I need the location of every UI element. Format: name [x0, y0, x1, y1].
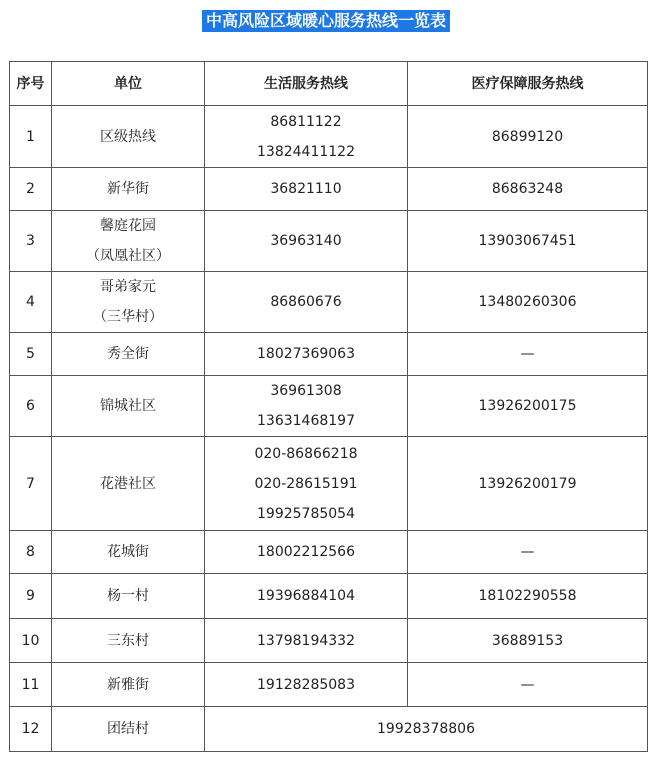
table-row	[10, 106, 648, 168]
table-row	[10, 272, 648, 333]
table-row	[10, 619, 648, 663]
cell-life-hotline	[205, 437, 408, 531]
cell-medical-hotline-line: —	[520, 346, 535, 362]
cell-life-hotline-line: 13798194332	[257, 632, 355, 649]
cell-unit	[52, 376, 205, 437]
cell-life-hotline	[205, 168, 408, 211]
cell-no-line: 10	[21, 632, 40, 649]
cell-life-hotline-line: 19128285083	[257, 676, 355, 693]
cell-medical-hotline-line: 18102290558	[478, 588, 577, 604]
cell-unit-line: （凤凰社区）	[86, 248, 170, 264]
cell-life-hotline	[205, 574, 408, 619]
cell-no	[10, 531, 52, 574]
table-row	[10, 531, 648, 574]
cell-no-line: 3	[26, 233, 35, 249]
cell-unit	[52, 574, 205, 619]
cell-medical-hotline	[408, 106, 648, 168]
cell-life-hotline	[205, 376, 408, 437]
cell-unit	[52, 619, 205, 663]
cell-medical-hotline	[408, 211, 648, 272]
cell-life-hotline	[205, 333, 408, 376]
cell-unit	[52, 211, 205, 272]
cell-unit	[52, 333, 205, 376]
cell-medical-hotline-line: 13480260306	[478, 294, 577, 310]
cell-medical-hotline-line: 13903067451	[478, 233, 577, 249]
cell-no	[10, 663, 52, 707]
cell-no	[10, 211, 52, 272]
cell-medical-hotline	[408, 574, 648, 619]
cell-life-hotline-line: 36961308	[270, 383, 342, 399]
cell-unit-line: （三华村）	[93, 309, 163, 325]
cell-no-line: 9	[26, 588, 35, 604]
cell-medical-hotline	[408, 272, 648, 333]
header-unit: 单位	[52, 62, 205, 106]
cell-no-line: 12	[21, 721, 40, 737]
cell-no-line: 6	[26, 398, 35, 414]
cell-life-hotline-line: 86860676	[270, 294, 342, 310]
hotline-table	[9, 61, 648, 752]
cell-no	[10, 574, 52, 619]
cell-unit-line: 哥弟家元	[100, 279, 156, 295]
cell-medical-hotline-line: —	[520, 676, 535, 693]
cell-no-line: 2	[26, 181, 35, 197]
table-row	[10, 707, 648, 752]
cell-unit-line: 三东村	[107, 632, 149, 649]
cell-unit	[52, 272, 205, 333]
header-row	[10, 62, 648, 106]
cell-life-hotline-line: 020-86866218	[254, 445, 358, 462]
cell-unit-line: 馨庭花园	[100, 218, 156, 234]
cell-life-hotline-line: 86811122	[270, 113, 342, 130]
cell-medical-hotline-line: —	[520, 544, 535, 560]
cell-medical-hotline	[408, 376, 648, 437]
cell-unit-line: 花港社区	[100, 475, 156, 492]
cell-no	[10, 168, 52, 211]
cell-no-line: 4	[26, 294, 35, 310]
cell-unit	[52, 106, 205, 168]
cell-life-hotline-line: 36821110	[270, 181, 342, 197]
cell-medical-hotline-line: 86863248	[491, 181, 564, 197]
cell-medical-hotline-line: 13926200175	[478, 398, 577, 414]
cell-life-hotline-line: 13631468197	[257, 413, 355, 429]
cell-medical-hotline-line: 86899120	[491, 128, 564, 145]
cell-life-hotline-line: 18027369063	[257, 346, 355, 362]
cell-no-line: 7	[26, 475, 35, 492]
table-row	[10, 211, 648, 272]
cell-life-hotline-line: 19925785054	[257, 505, 355, 522]
cell-unit-line: 花城街	[107, 544, 149, 560]
cell-life-hotline	[205, 663, 408, 707]
cell-unit-line: 杨一村	[107, 588, 149, 604]
cell-life-hotline	[205, 531, 408, 574]
table-row	[10, 574, 648, 619]
table-row	[10, 376, 648, 437]
cell-medical-hotline	[408, 437, 648, 531]
cell-merged-hotline-line: 19928378806	[377, 721, 475, 737]
cell-life-hotline-line: 18002212566	[257, 544, 355, 560]
cell-no	[10, 619, 52, 663]
cell-unit-line: 区级热线	[100, 128, 156, 145]
cell-unit	[52, 707, 205, 752]
cell-life-hotline-line: 36963140	[270, 233, 342, 249]
cell-merged-hotline	[205, 707, 648, 752]
cell-unit-line: 团结村	[107, 721, 149, 737]
table-row	[10, 437, 648, 531]
cell-unit-line: 新华街	[107, 181, 149, 197]
cell-life-hotline-line: 020-28615191	[254, 475, 358, 492]
cell-unit-line: 新雅街	[107, 676, 149, 693]
cell-life-hotline	[205, 106, 408, 168]
header-no: 序号	[10, 62, 52, 106]
header-medical-hotline: 医疗保障服务热线	[408, 62, 648, 106]
cell-unit-line: 秀全街	[107, 346, 149, 362]
cell-life-hotline	[205, 211, 408, 272]
header-life-hotline: 生活服务热线	[205, 62, 408, 106]
cell-no	[10, 333, 52, 376]
page-title: 中高风险区域暖心服务热线一览表	[202, 10, 450, 32]
cell-unit	[52, 168, 205, 211]
table-row	[10, 168, 648, 211]
cell-unit-line: 锦城社区	[100, 398, 156, 414]
cell-life-hotline	[205, 272, 408, 333]
table-row	[10, 333, 648, 376]
cell-no-line: 11	[21, 676, 40, 693]
cell-medical-hotline-line: 13926200179	[478, 475, 577, 492]
cell-no-line: 1	[26, 128, 35, 145]
cell-medical-hotline	[408, 619, 648, 663]
cell-life-hotline-line: 19396884104	[257, 588, 355, 604]
cell-no	[10, 272, 52, 333]
table-row	[10, 663, 648, 707]
cell-medical-hotline	[408, 333, 648, 376]
table-body	[10, 106, 648, 752]
cell-unit	[52, 437, 205, 531]
cell-life-hotline-line: 13824411122	[257, 143, 355, 160]
cell-unit	[52, 531, 205, 574]
cell-medical-hotline	[408, 531, 648, 574]
title-wrap	[0, 10, 652, 32]
cell-no	[10, 707, 52, 752]
cell-no	[10, 376, 52, 437]
cell-no-line: 5	[26, 346, 35, 362]
cell-no	[10, 437, 52, 531]
cell-medical-hotline	[408, 663, 648, 707]
cell-no	[10, 106, 52, 168]
cell-unit	[52, 663, 205, 707]
cell-medical-hotline	[408, 168, 648, 211]
cell-life-hotline	[205, 619, 408, 663]
cell-medical-hotline-line: 36889153	[491, 632, 564, 649]
cell-no-line: 8	[26, 544, 35, 560]
